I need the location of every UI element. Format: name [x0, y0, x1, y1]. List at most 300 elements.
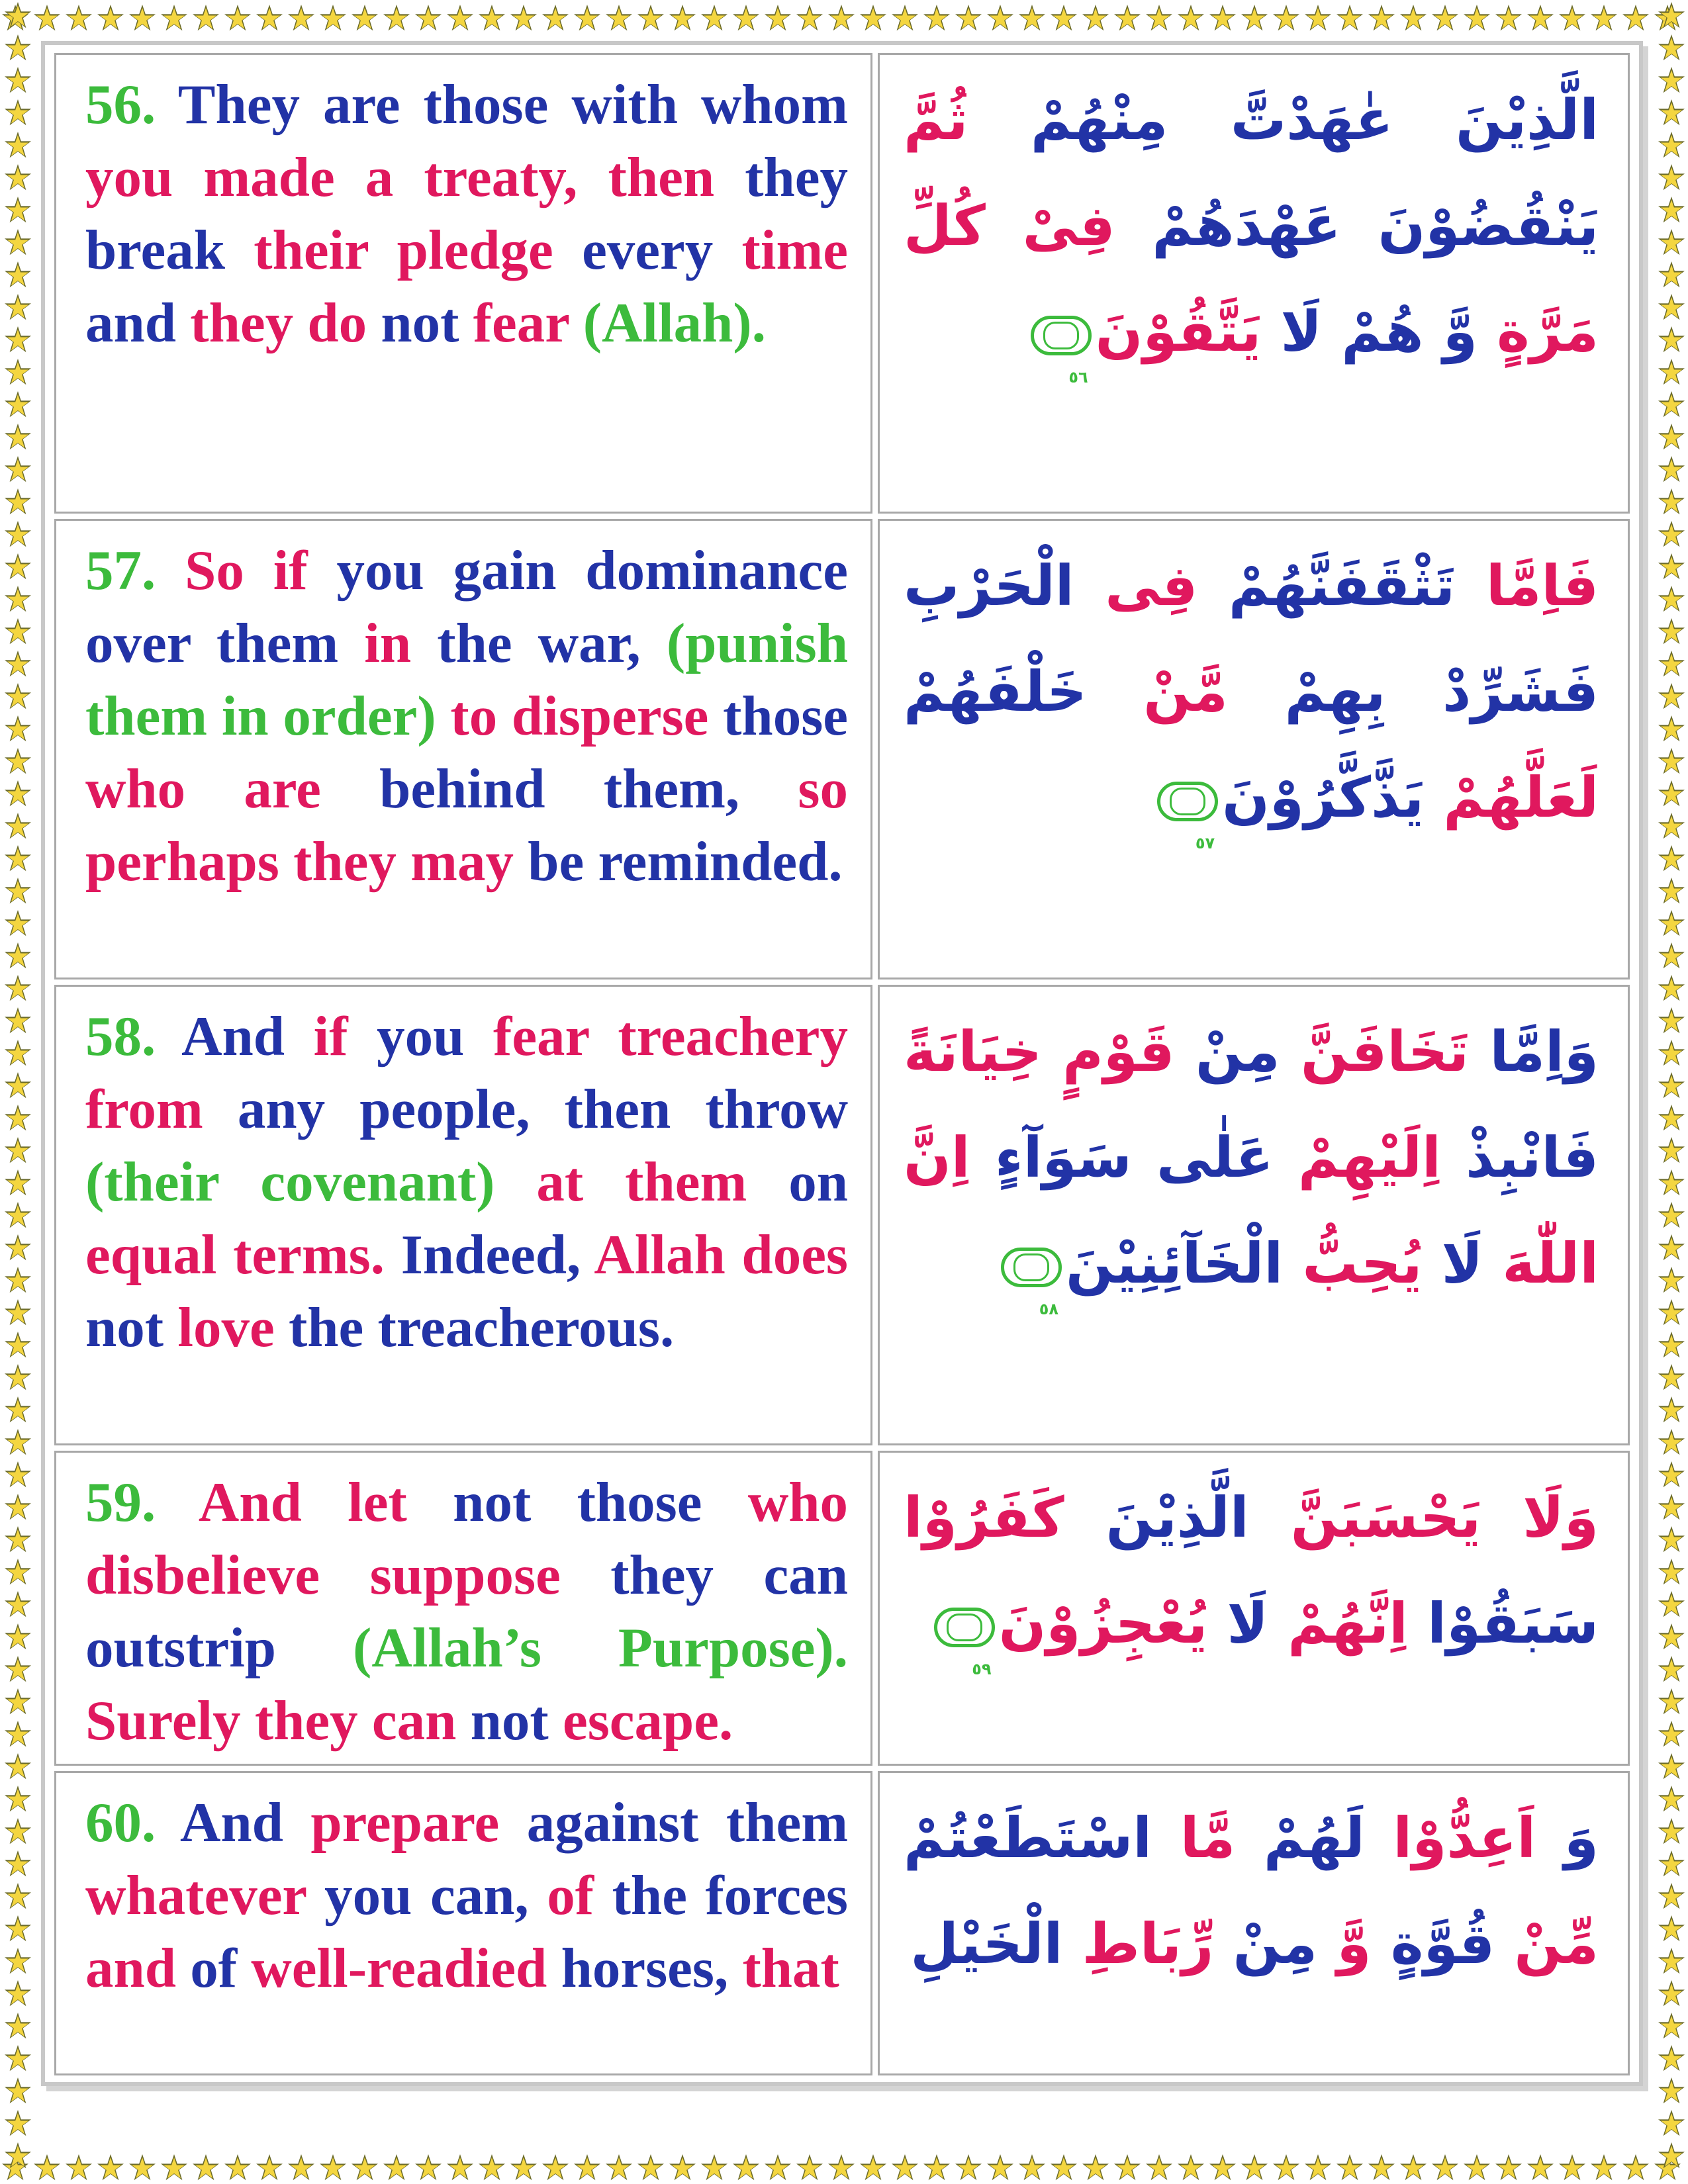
star-icon	[1144, 3, 1176, 32]
text-segment: behind them,	[379, 758, 798, 820]
arabic-verse-text	[904, 1465, 1599, 1679]
text-segment: وَاِمَّا	[1469, 1019, 1599, 1084]
star-icon	[3, 616, 32, 649]
star-icon	[1366, 3, 1398, 32]
star-icon	[572, 3, 604, 32]
star-icon	[1366, 2152, 1398, 2181]
star-icon	[1080, 3, 1112, 32]
star-icon	[1239, 2152, 1271, 2181]
text-segment: And let	[198, 1471, 453, 1533]
text-segment: if	[313, 1005, 377, 1068]
text-segment: fear treachery from	[85, 1005, 848, 1140]
text-segment: and	[85, 1937, 191, 1999]
star-icon	[3, 259, 32, 292]
star-icon	[127, 2152, 159, 2181]
star-icon	[1493, 2152, 1525, 2181]
star-icon	[1656, 1978, 1685, 2011]
star-icon	[3, 1038, 32, 1070]
text-segment: to disperse	[450, 685, 724, 747]
star-icon	[1656, 2011, 1685, 2043]
text-segment: escape.	[562, 1690, 733, 1752]
star-icon	[1656, 649, 1685, 681]
star-icon	[1656, 2140, 1685, 2173]
star-icon	[3, 713, 32, 746]
star-icon	[191, 3, 222, 32]
text-segment: فَاِمَّا	[1455, 553, 1599, 618]
verse-number: ٥٦	[1068, 368, 1088, 387]
star-icon	[3, 1524, 32, 1557]
star-icon	[3, 908, 32, 940]
star-icon	[572, 2152, 604, 2181]
star-icon	[1656, 1524, 1685, 1557]
text-segment: مَّنْ	[1086, 659, 1228, 724]
star-icon	[699, 2152, 731, 2181]
star-icon	[3, 1459, 32, 1492]
star-icon	[1656, 584, 1685, 616]
star-icon	[1656, 2043, 1685, 2075]
verse-row-56	[54, 53, 1630, 514]
star-icon	[3, 130, 32, 162]
star-icon	[1656, 486, 1685, 519]
star-icon	[890, 2152, 921, 2181]
star-border-right	[1656, 0, 1685, 2184]
star-icon	[1656, 324, 1685, 357]
star-icon	[413, 3, 445, 32]
star-icon	[1589, 2152, 1620, 2181]
star-icon	[3, 876, 32, 908]
verse-end-ornament-icon	[1001, 1248, 1062, 1319]
text-segment: ثُمَّ	[904, 87, 968, 152]
text-segment: you gain dominance over them	[85, 539, 848, 674]
star-icon	[1656, 1492, 1685, 1524]
star-icon	[1049, 3, 1080, 32]
star-icon	[3, 1881, 32, 1913]
star-icon	[1656, 1848, 1685, 1881]
star-icon	[3, 1200, 32, 1232]
verse-number: ٥٩	[972, 1660, 992, 1679]
star-icon	[1080, 2152, 1112, 2181]
star-icon	[95, 2152, 127, 2181]
star-icon	[921, 2152, 953, 2181]
star-icon	[3, 389, 32, 422]
text-segment: not	[85, 1297, 178, 1359]
text-segment: وَّ	[1317, 1911, 1372, 1976]
text-segment: any people, then throw	[237, 1078, 848, 1140]
star-icon	[1656, 32, 1685, 65]
text-segment: equal terms.	[85, 1224, 401, 1286]
star-icon	[1656, 843, 1685, 876]
star-icon	[1620, 2152, 1652, 2181]
star-icon	[635, 2152, 667, 2181]
star-icon	[1656, 1946, 1685, 1978]
star-icon	[1525, 3, 1557, 32]
text-segment: Surely they can	[85, 1690, 471, 1752]
text-segment: فَانْبِذْ	[1440, 1125, 1599, 1190]
star-icon	[3, 227, 32, 259]
text-segment: يَنْقُضُوْنَ عَهْدَهُمْ	[1115, 193, 1599, 258]
text-segment: تَثْقَفَنَّهُمْ	[1197, 553, 1456, 618]
text-segment: اِنَّ اللّٰهَ	[904, 1125, 1599, 1296]
star-icon	[1656, 1394, 1685, 1427]
verse-row-57	[54, 519, 1630, 979]
star-icon	[731, 3, 763, 32]
star-icon	[3, 940, 32, 973]
star-icon	[3, 1232, 32, 1265]
text-segment: fear	[473, 292, 583, 354]
text-segment: يُحِبُّ	[1283, 1231, 1423, 1296]
text-segment: on	[788, 1151, 849, 1213]
star-icon	[3, 97, 32, 130]
star-icon	[3, 649, 32, 681]
text-segment: time	[741, 219, 848, 281]
text-segment: سَبَقُوْا	[1407, 1591, 1599, 1656]
star-icon	[1656, 519, 1685, 551]
star-icon	[350, 3, 381, 32]
star-icon	[3, 1297, 32, 1330]
text-segment: وَ	[1536, 1805, 1599, 1870]
star-icon	[1112, 3, 1144, 32]
text-segment: their pledge	[254, 219, 583, 281]
text-segment: not those	[453, 1471, 748, 1533]
star-icon	[477, 2152, 508, 2181]
text-segment: (their covenant)	[85, 1151, 537, 1213]
star-icon	[667, 3, 699, 32]
star-icon	[1335, 2152, 1366, 2181]
text-segment: اسْتَطَعْتُمْ	[904, 1805, 1152, 1870]
star-icon	[1656, 1913, 1685, 1946]
star-icon	[1430, 3, 1462, 32]
text-segment: And	[180, 1792, 311, 1854]
star-icon	[1656, 1654, 1685, 1686]
star-icon	[3, 1589, 32, 1621]
text-segment: love	[177, 1297, 289, 1359]
english-translation-cell	[54, 53, 872, 514]
star-icon	[3, 1394, 32, 1427]
star-icon	[1557, 3, 1589, 32]
star-icon	[1656, 1135, 1685, 1167]
english-translation-text	[85, 1786, 848, 2005]
verse-number: ٥٧	[1195, 834, 1215, 853]
star-icon	[3, 422, 32, 454]
star-icon	[1656, 422, 1685, 454]
text-segment: عَلٰى سَوَآءٍ	[970, 1125, 1274, 1190]
star-icon	[477, 3, 508, 32]
text-segment: they do	[190, 292, 381, 354]
verse-end-ornament-icon	[934, 1608, 995, 1679]
text-segment: لَا	[1207, 1591, 1269, 1656]
text-segment: be reminded.	[528, 831, 843, 893]
star-icon	[3, 2108, 32, 2140]
star-icon	[1656, 1265, 1685, 1297]
star-icon	[3, 162, 32, 195]
star-icon	[3, 1751, 32, 1784]
text-segment: the treacherous.	[288, 1297, 675, 1359]
star-icon	[1430, 2152, 1462, 2181]
star-icon	[1656, 1427, 1685, 1459]
text-segment: وَّ هُمْ لَا	[1261, 299, 1477, 364]
star-icon	[635, 3, 667, 32]
star-icon	[985, 2152, 1017, 2181]
text-segment: خَلْفَهُمْ	[904, 659, 1087, 724]
star-icon	[1112, 2152, 1144, 2181]
text-segment: يَذَّكَّرُوْنَ	[1222, 765, 1425, 830]
star-icon	[1335, 3, 1366, 32]
star-icon	[3, 65, 32, 97]
text-segment: اِنَّهُمْ	[1268, 1591, 1408, 1656]
star-icon	[3, 1913, 32, 1946]
english-translation-cell	[54, 519, 872, 979]
text-segment: الْخَآئِنِيْنَ	[1066, 1231, 1284, 1296]
star-icon	[3, 551, 32, 584]
star-icon	[3, 1427, 32, 1459]
text-segment: يَتَّقُوْنَ	[1095, 299, 1262, 364]
star-icon	[350, 2152, 381, 2181]
star-icon	[3, 357, 32, 389]
star-icon	[1207, 3, 1239, 32]
star-icon	[1525, 2152, 1557, 2181]
text-segment: رِّبَاطِ	[1062, 1911, 1214, 1976]
star-icon	[3, 1265, 32, 1297]
star-icon	[540, 3, 572, 32]
text-segment: not	[470, 1690, 563, 1752]
star-icon	[381, 3, 413, 32]
text-segment: 57.	[85, 539, 185, 602]
star-icon	[3, 1005, 32, 1038]
text-segment: (punish them in order)	[85, 612, 848, 747]
arabic-verse-text	[904, 67, 1599, 385]
star-icon	[1656, 2075, 1685, 2108]
text-segment: فِى	[1074, 553, 1198, 618]
star-icon	[1656, 1784, 1685, 1816]
star-icon	[3, 681, 32, 713]
star-icon	[3, 1654, 32, 1686]
arabic-text-cell	[878, 53, 1630, 514]
text-segment: those	[723, 685, 848, 747]
star-icon	[3, 1784, 32, 1816]
star-icon	[318, 2152, 350, 2181]
star-icon	[413, 2152, 445, 2181]
text-segment: 60.	[85, 1792, 180, 1854]
text-segment: so perhaps they may	[85, 758, 848, 893]
text-segment: فِىْ كُلِّ مَرَّةٍ	[904, 193, 1599, 364]
star-icon	[890, 3, 921, 32]
star-icon	[1656, 1589, 1685, 1621]
text-segment: well-readied	[251, 1937, 561, 1999]
star-icon	[1303, 2152, 1335, 2181]
star-icon	[1656, 1330, 1685, 1362]
text-segment: 58.	[85, 1005, 182, 1068]
star-icon	[3, 1978, 32, 2011]
star-icon	[1656, 616, 1685, 649]
star-icon	[1656, 1200, 1685, 1232]
star-icon	[1656, 940, 1685, 973]
star-icon	[1656, 1362, 1685, 1394]
text-segment: every	[582, 219, 742, 281]
star-icon	[1656, 1686, 1685, 1719]
english-translation-cell	[54, 985, 872, 1445]
star-icon	[1656, 1719, 1685, 1751]
text-segment: and	[85, 292, 191, 354]
star-icon	[1656, 1167, 1685, 1200]
star-icon	[763, 2152, 794, 2181]
star-icon	[794, 2152, 826, 2181]
star-icon	[3, 843, 32, 876]
star-icon	[1656, 681, 1685, 713]
text-segment: لَهُمْ	[1235, 1805, 1365, 1870]
star-icon	[3, 1070, 32, 1103]
text-segment: يَحْسَبَنَّ	[1248, 1485, 1481, 1550]
text-segment: you made a treaty, then	[85, 146, 745, 208]
star-icon	[1656, 1751, 1685, 1784]
star-icon	[445, 2152, 477, 2181]
star-icon	[3, 32, 32, 65]
text-segment: who disbelieve suppose	[85, 1471, 848, 1606]
star-icon	[604, 2152, 635, 2181]
text-segment: مِنْ	[1213, 1911, 1318, 1976]
star-icon	[3, 778, 32, 811]
star-icon	[3, 2075, 32, 2108]
star-icon	[254, 3, 286, 32]
star-icon	[921, 3, 953, 32]
arabic-text-cell	[878, 519, 1630, 979]
text-segment: at them	[536, 1151, 789, 1213]
star-icon	[1557, 2152, 1589, 2181]
star-icon	[32, 3, 64, 32]
english-translation-text	[85, 534, 848, 898]
text-segment: of	[547, 1864, 612, 1927]
text-segment: خِيَانَةً	[904, 1019, 1042, 1084]
text-segment: that	[742, 1937, 839, 1999]
star-icon	[1656, 1621, 1685, 1654]
english-translation-text	[85, 68, 848, 359]
star-icon	[794, 3, 826, 32]
text-segment: horses,	[561, 1937, 743, 1999]
star-icon	[1656, 227, 1685, 259]
star-icon	[3, 1330, 32, 1362]
arabic-text-cell	[878, 1771, 1630, 2075]
text-segment: whatever	[85, 1864, 325, 1927]
text-segment: who are	[85, 758, 380, 820]
star-icon	[3, 811, 32, 843]
verse-row-58	[54, 985, 1630, 1445]
text-segment: not	[381, 292, 473, 354]
star-icon	[3, 454, 32, 486]
star-icon	[1303, 3, 1335, 32]
star-icon	[1656, 259, 1685, 292]
verse-number: ٥٨	[1039, 1300, 1059, 1319]
star-icon	[953, 3, 985, 32]
star-icon	[3, 292, 32, 324]
text-segment: وَلَا	[1481, 1485, 1599, 1550]
star-icon	[1656, 0, 1685, 32]
english-translation-text	[85, 1000, 848, 1364]
text-segment: 59.	[85, 1471, 199, 1533]
star-icon	[731, 2152, 763, 2181]
star-icon	[3, 1492, 32, 1524]
star-icon	[3, 746, 32, 778]
text-segment: prepare	[310, 1792, 527, 1854]
star-icon	[1462, 2152, 1493, 2181]
text-segment: they break	[85, 146, 848, 281]
star-icon	[3, 1719, 32, 1751]
text-segment: Allah does	[594, 1224, 848, 1286]
star-icon	[604, 3, 635, 32]
star-icon	[953, 2152, 985, 2181]
star-icon	[1656, 973, 1685, 1005]
star-icon	[127, 3, 159, 32]
star-icon	[1656, 551, 1685, 584]
text-segment: لَعَلَّهُمْ	[1424, 765, 1599, 830]
text-segment: (Allah’s Purpose).	[353, 1617, 848, 1679]
star-icon	[1656, 1070, 1685, 1103]
star-icon	[3, 486, 32, 519]
star-icon	[1656, 746, 1685, 778]
star-icon	[1656, 454, 1685, 486]
star-icon	[1656, 811, 1685, 843]
star-icon	[1656, 130, 1685, 162]
star-icon	[32, 2152, 64, 2181]
star-icon	[1656, 1459, 1685, 1492]
star-icon	[222, 2152, 254, 2181]
star-icon	[3, 519, 32, 551]
star-icon	[1656, 1005, 1685, 1038]
star-icon	[699, 3, 731, 32]
star-border-bottom	[0, 2152, 1688, 2181]
star-icon	[1271, 3, 1303, 32]
star-icon	[826, 3, 858, 32]
star-icon	[1589, 3, 1620, 32]
star-icon	[1656, 389, 1685, 422]
verse-end-ornament-icon	[1157, 782, 1218, 853]
text-segment: الَّذِيْنَ عٰهَدْتَّ مِنْهُمْ	[968, 87, 1599, 152]
star-icon	[445, 3, 477, 32]
star-icon	[95, 3, 127, 32]
star-border-left	[3, 0, 32, 2184]
star-icon	[1656, 1103, 1685, 1135]
arabic-text-cell	[878, 1451, 1630, 1766]
star-icon	[1656, 1232, 1685, 1265]
star-icon	[1656, 1816, 1685, 1848]
star-icon	[1398, 3, 1430, 32]
star-border-top	[0, 3, 1688, 32]
star-icon	[3, 195, 32, 227]
star-icon	[1656, 876, 1685, 908]
star-icon	[1656, 1297, 1685, 1330]
star-icon	[64, 2152, 95, 2181]
star-icon	[3, 1621, 32, 1654]
text-segment: of	[190, 1937, 252, 1999]
star-icon	[159, 3, 191, 32]
star-icon	[1049, 2152, 1080, 2181]
star-icon	[1656, 908, 1685, 940]
text-segment: against them	[526, 1792, 849, 1854]
arabic-text-cell	[878, 985, 1630, 1445]
star-icon	[1656, 1557, 1685, 1589]
star-icon	[1017, 2152, 1049, 2181]
star-icon	[1144, 2152, 1176, 2181]
star-icon	[985, 3, 1017, 32]
star-icon	[64, 3, 95, 32]
star-icon	[222, 3, 254, 32]
star-icon	[763, 3, 794, 32]
text-segment: مَّا	[1152, 1805, 1236, 1870]
text-segment: لَا	[1422, 1231, 1483, 1296]
text-segment: يُعْجِزُوْنَ	[998, 1591, 1208, 1656]
text-segment: قَوْمٍ	[1041, 1019, 1175, 1084]
english-translation-cell	[54, 1771, 872, 2075]
star-icon	[3, 2011, 32, 2043]
text-segment: تَخَافَنَّ	[1280, 1019, 1470, 1084]
